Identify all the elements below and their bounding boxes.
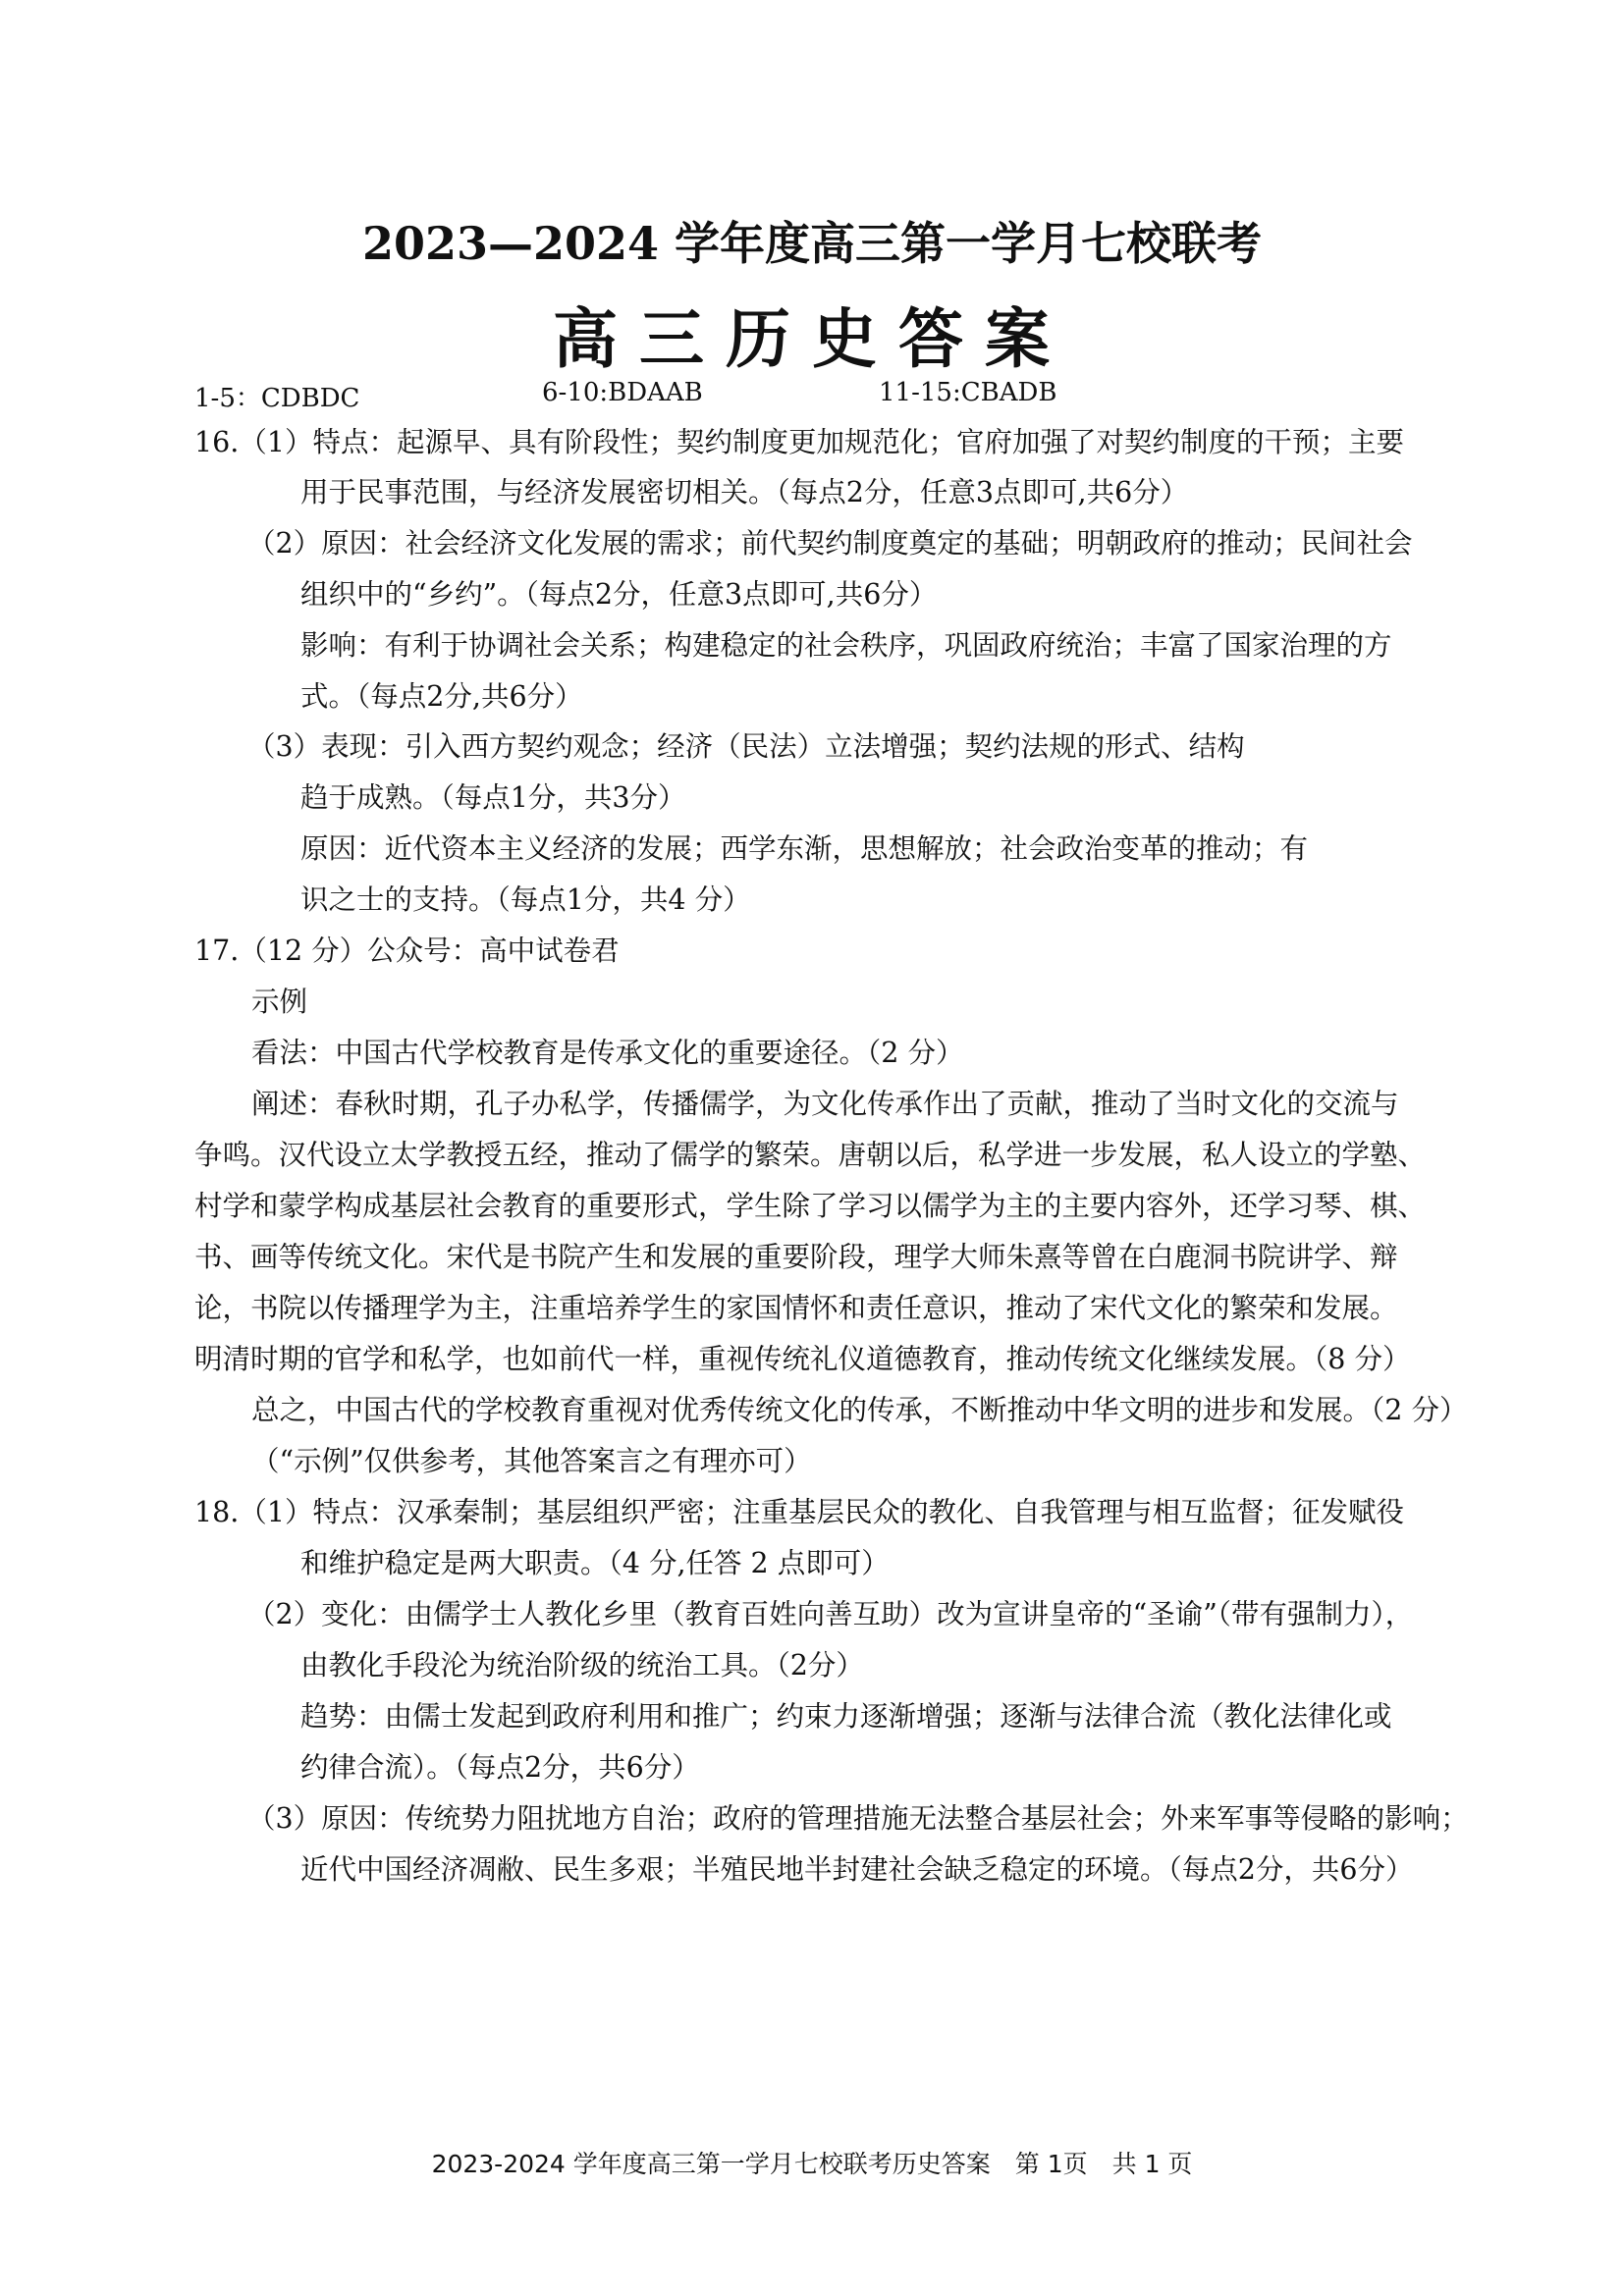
q17-line: 论，书院以传播理学为主，注重培养学生的家国情怀和责任意识，推动了宋代文化的繁荣和发展。 [194, 1292, 1398, 1324]
q17-line: 书、画等传统文化。宋代是书院产生和发展的重要阶段，理学大师朱熹等曾在白鹿洞书院讲学、辩 [194, 1241, 1398, 1273]
q17-line: 明清时期的官学和私学，也如前代一样，重视传统礼仪道德教育，推动传统文化继续发展。（8 分） [194, 1343, 1411, 1375]
answers-1-5: 1-5：CDBDC [194, 384, 360, 413]
page-footer: 2023-2024 学年度高三第一学月七校联考历史答案 第 1页 共 1 页 [431, 2150, 1193, 2178]
answer-title: 高三历史答案 [553, 301, 1071, 377]
q16-line: 组织中的“乡约”。（每点2分，任意3点即可,共6分） [300, 578, 938, 611]
q16-line: 原因：近代资本主义经济的发展；西学东渐，思想解放；社会政治变革的推动；有 [300, 832, 1309, 865]
q18-line: 18.（1）特点：汉承秦制；基层组织严密；注重基层民众的教化、自我管理与相互监督；征发赋役 [194, 1496, 1404, 1528]
q16-line: 16.（1）特点：起源早、具有阶段性；契约制度更加规范化；官府加强了对契约制度的干预；主要 [194, 426, 1404, 458]
answers-6-10: 6-10:BDAAB [542, 378, 703, 407]
q18-line: 近代中国经济凋敝、民生多艰；半殖民地半封建社会缺乏稳定的环境。（每点2分，共6分） [300, 1853, 1414, 1886]
q17-line: （“示例”仅供参考，其他答案言之有理亦可） [251, 1445, 812, 1477]
q18-line: 约律合流）。（每点2分，共6分） [300, 1751, 700, 1784]
exam-title: 2023—2024 学年度高三第一学月七校联考 [361, 217, 1263, 270]
q17-line: 17.（12 分）公众号：高中试卷君 [194, 934, 620, 967]
q17-line: 看法：中国古代学校教育是传承文化的重要途径。（2 分） [251, 1037, 964, 1069]
q16-line: 式。（每点2分,共6分） [300, 680, 583, 713]
q18-line: 趋势：由儒士发起到政府利用和推广；约束力逐渐增强；逐渐与法律合流（教化法律化或 [300, 1700, 1392, 1733]
q16-line: 识之士的支持。（每点1分，共4 分） [300, 883, 751, 916]
q16-line: （3）表现：引入西方契约观念；经济（民法）立法增强；契约法规的形式、结构 [247, 730, 1245, 763]
q17-line: 阐述：春秋时期，孔子办私学，传播儒学，为文化传承作出了贡献，推动了当时文化的交流与 [251, 1088, 1399, 1120]
q17-line: 村学和蒙学构成基层社会教育的重要形式，学生除了学习以儒学为主的主要内容外，还学习琴、棋、 [194, 1190, 1427, 1222]
q18-line: 由教化手段沦为统治阶级的统治工具。（2分） [300, 1649, 864, 1682]
q16-line: 用于民事范围，与经济发展密切相关。（每点2分，任意3点即可,共6分） [300, 476, 1189, 508]
q17-line: 总之，中国古代的学校教育重视对优秀传统文化的传承，不断推动中华文明的进步和发展。（2 分） [251, 1394, 1468, 1426]
q16-line: 影响：有利于协调社会关系；构建稳定的社会秩序，巩固政府统治；丰富了国家治理的方 [300, 629, 1392, 662]
q16-line: （2）原因：社会经济文化发展的需求；前代契约制度奠定的基础；明朝政府的推动；民间社会 [247, 527, 1413, 560]
q17-line: 争鸣。汉代设立太学教授五经，推动了儒学的繁荣。唐朝以后，私学进一步发展，私人设立的学塾、 [194, 1139, 1427, 1171]
q16-line: 趋于成熟。（每点1分，共3分） [300, 781, 686, 814]
q18-line: 和维护稳定是两大职责。（4 分,任答 2 点即可） [300, 1547, 890, 1579]
q17-line: 示例 [251, 986, 308, 1018]
answers-11-15: 11-15:CBADB [879, 378, 1057, 407]
q18-line: （2）变化：由儒学士人教化乡里（教育百姓向善互助）改为宣讲皇帝的“圣谕”（带有强制力）， [247, 1598, 1414, 1630]
q18-line: （3）原因：传统势力阻扰地方自治；政府的管理措施无法整合基层社会；外来军事等侵略的影响； [247, 1802, 1469, 1835]
